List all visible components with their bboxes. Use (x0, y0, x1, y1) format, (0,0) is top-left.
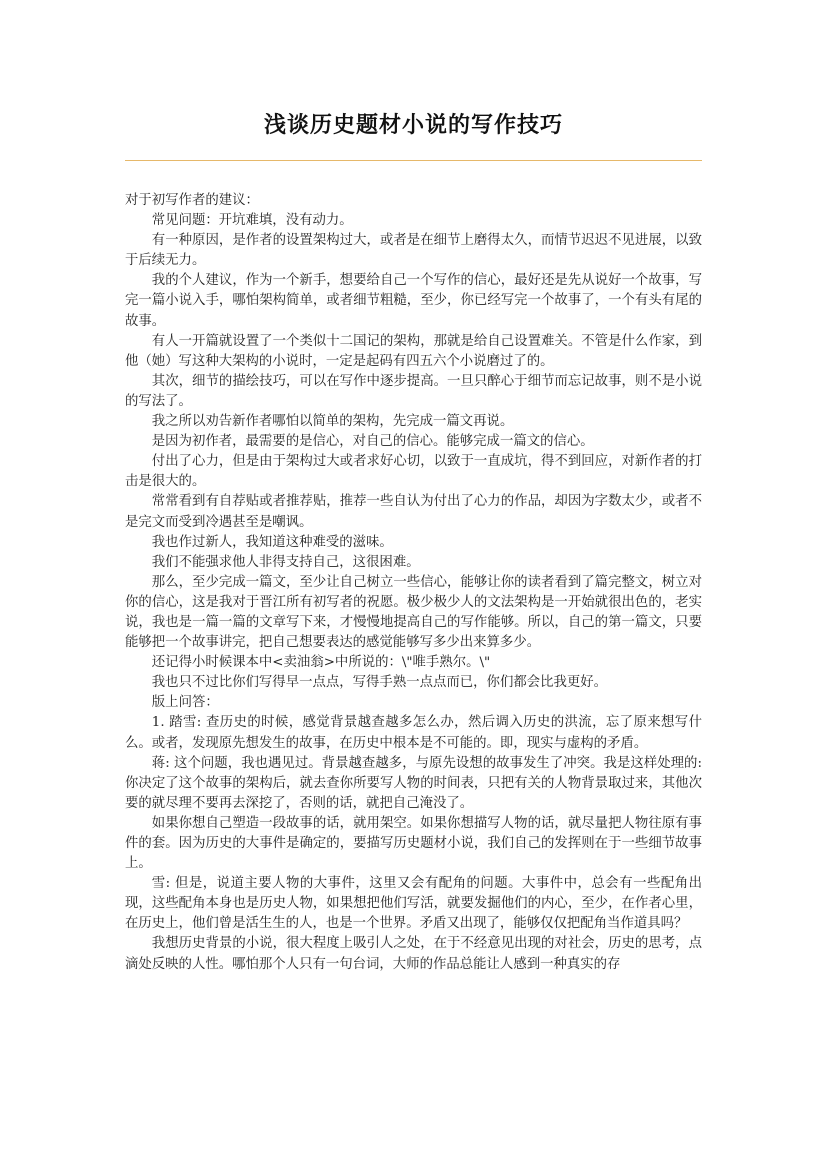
page-title: 浅谈历史题材小说的写作技巧 (263, 113, 563, 138)
paragraph-7: 我之所以劝告新作者哪怕以简单的架构，先完成一篇文再说。 (151, 414, 514, 430)
paragraph-9: 付出了心力，但是由于架构过大或者求好心切，以致于一直成坑，得不到回应，对新作者的打击是很大的。 (125, 454, 702, 490)
paragraph-3: 有一种原因，是作者的设置架构过大，或者是在细节上磨得太久，而情节迟迟不见进展，以致于后续无力。 (125, 233, 702, 269)
paragraph-21: 我想历史背景的小说，很大程度上吸引人之处，在于不经意见出现的对社会，历史的思考，点滴处反映的人性。哪怕那个人只有一句台词，大师的作品总能让人感到一种真实的存 (125, 936, 702, 972)
paragraph-1: 对于初写作者的建议： (125, 193, 259, 208)
paragraph-11: 我也作过新人，我知道这种难受的滋味。 (151, 534, 393, 550)
paragraph-14: 还记得小时候课本中<卖油翁>中所说的：\"唯手熟尔。\" (151, 655, 491, 671)
paragraph-12: 我们不能强求他人非得支持自己，这很困难。 (151, 554, 420, 570)
paragraph-19: 如果你想自己塑造一段故事的话，就用架空。如果你想描写人物的话，就尽量把人物往原有事件的套。因为历史的大事件是确定的，要描写历史题材小说，我们自己的发挥则在于一些细节故事上。 (125, 815, 702, 872)
paragraph-5: 有人一开篇就设置了一个类似十二国记的架构，那就是给自己设置难关。不管是什么作家，到他（她）写这种大架构的小说时，一定是起码有四五六个小说磨过了的。 (125, 333, 702, 369)
paragraph-2: 常见问题：开坑难填，没有动力。 (151, 213, 353, 229)
paragraph-20: 雪: 但是，说道主要人物的大事件，这里又会有配角的问题。大事件中，总会有一些配角出现，这些配角本身也是历史人物，如果想把他们写活，就要发掘他们的内心，至少，在作者心里，在历史上，他们曾是活生生的人，也是一个世界。矛盾又出现了，能够仅仅把配角当作道具吗？ (125, 876, 702, 932)
paragraph-15: 我也只不过比你们写得早一点点，写得手熟一点点而已，你们都会比我更好。 (151, 675, 608, 691)
paragraph-18: 蒋: 这个问题，我也遇见过。背景越查越多，与原先设想的故事发生了冲突。我是这样处理的: 你决定了这个故事的架构后，就去查你所要写人物的时间表，只把有关的人物背景取过来，其他次要的就尽理不要再去深挖了，否则的话，就把自己淹没了。 (125, 755, 702, 811)
paragraph-16: 版上问答： (151, 695, 219, 711)
paragraph-13: 那么，至少完成一篇文，至少让自己树立一些信心，能够让你的读者看到了篇完整文，树立对你的信心，这是我对于晋江所有初写者的祝愿。极少极少人的文法架构是一开始就很出色的，老实说，我也是一篇一篇的文章写下来，才慢慢地提高自己的写作能够。所以，自己的第一篇文，只要能够把一个故事讲完，把自己想要表达的感觉能够写多少出来算多少。 (125, 574, 702, 651)
paragraph-10: 常常看到有自荐贴或者推荐贴，推荐一些自认为付出了心力的作品，却因为字数太少，或者不是完文而受到冷遇甚至是嘲讽。 (125, 494, 702, 530)
paragraph-4: 我的个人建议，作为一个新手，想要给自己一个写作的信心，最好还是先从说好一个故事，写完一篇小说入手，哪怕架构简单，或者细节粗糙，至少，你已经写完一个故事了，一个有头有尾的故事。 (125, 273, 702, 329)
paragraph-6: 其次，细节的描绘技巧，可以在写作中逐步提高。一旦只醉心于细节而忘记故事，则不是小说的写法了。 (125, 373, 702, 409)
article-body (125, 191, 702, 975)
paragraph-17: 1. 踏雪: 查历史的时候，感觉背景越查越多怎么办，然后调入历史的洪流，忘了原来想写什么。或者，发现原先想发生的故事，在历史中根本是不可能的。即，现实与虚构的矛盾。 (125, 715, 702, 751)
title-divider (125, 160, 702, 161)
paragraph-8: 是因为初作者，最需要的是信心，对自己的信心。能够完成一篇文的信心。 (151, 434, 594, 450)
